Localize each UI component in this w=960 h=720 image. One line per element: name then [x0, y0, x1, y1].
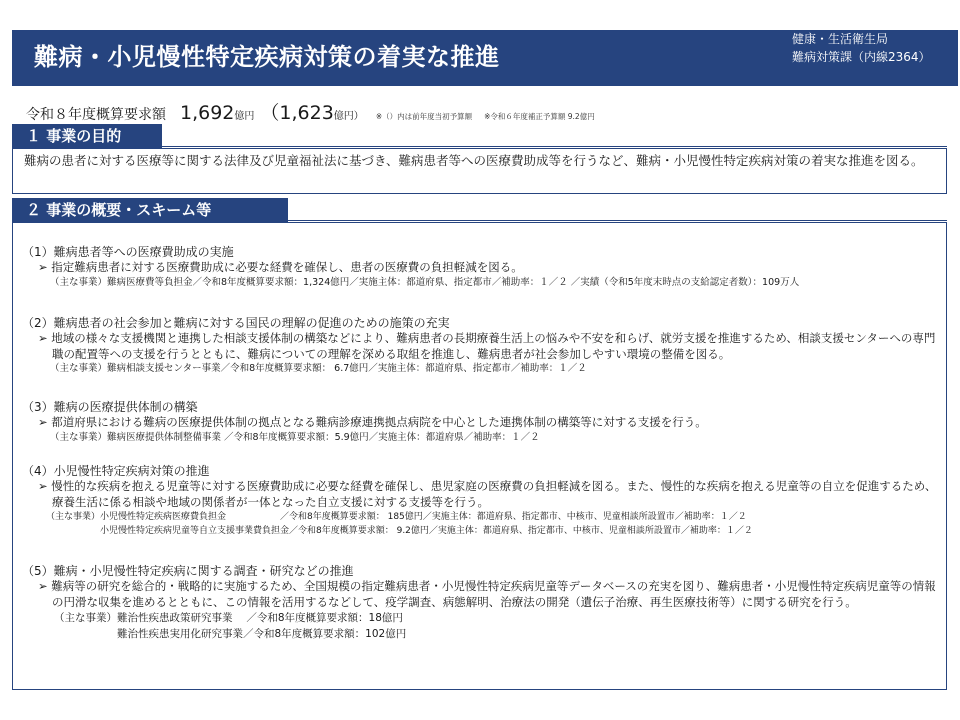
scheme-item-bullet: ➢ 指定難病患者に対する医療費助成に必要な経費を確保し、患者の医療費の負担軽減を図る。: [38, 260, 523, 274]
budget-note-prev: ※（）内は前年度当初予算額: [375, 112, 473, 121]
page-title: 難病・小児慢性特定疾病対策の着実な推進: [34, 43, 500, 71]
department-info: [792, 30, 931, 66]
scheme-item-title: （2）難病患者の社会参加と難病に対する国民の理解の促進のための施策の充実: [22, 316, 450, 330]
budget-prev-unit: 億円）: [333, 111, 364, 122]
section1-divider: [162, 146, 947, 147]
section2-divider: [288, 220, 947, 221]
section1-text: 難病の患者に対する医療等に関する法律及び児童福祉法に基づき、難病患者等への医療費助成等を行うなど、難病・小児慢性特定疾病対策の着実な推進を図る。: [24, 153, 924, 168]
scheme-item-title: （3）難病の医療提供体制の構築: [22, 400, 198, 414]
scheme-item-3: [22, 399, 942, 445]
budget-amount: 1,692: [180, 102, 235, 124]
scheme-item-bullet: ➢ 難病等の研究を総合的・戦略的に実施するため、全国規模の指定難病患者・小児慢性特定疾病児童等データベースの充実を図り、難病患者・小児慢性特定疾病児童等の情報の円滑な収集を進めるとともに、この情報を活用するなどして、疫学調査、病態解明、治療法の開発（遺伝子治療、再生医療技術等）に関する研究を行う。: [38, 579, 936, 609]
department-bureau: 健康・生活衛生局: [792, 32, 889, 46]
scheme-item-main-project: （主な事業）難病相談支援センター事業／令和8年度概算要求額： 6.7億円／実施主体：都道府県、指定都市／補助率：１／２: [50, 363, 587, 374]
budget-note-supplementary: ※令和６年度補正予算額 9.2億円: [484, 112, 595, 121]
scheme-item-4: [22, 463, 942, 538]
scheme-item-1: [22, 244, 942, 290]
department-division: 難病対策課（内線2364）: [792, 50, 931, 64]
scheme-item-main-project: 難治性疾患実用化研究事業／令和8年度概算要求額：102億円: [54, 628, 407, 640]
scheme-item-main-project: 小児慢性特定疾病児童等自立支援事業費負担金／令和8年度概算要求額： 9.2億円／実施主体：都道府県、指定都市、中核市、児童相談所設置市／補助率：１／２: [46, 526, 753, 536]
scheme-item-main-project: （主な事業）小児慢性特定疾病医療費負担金 ／令和8年度概算要求額： 185億円／実施主体：都道府県、指定都市、中核市、児童相談所設置市／補助率：１／２: [46, 512, 747, 522]
scheme-item-title: （5）難病・小児慢性特定疾病に関する調査・研究などの推進: [22, 564, 354, 578]
scheme-item-bullet: ➢ 都道府県における難病の医療提供体制の拠点となる難病診療連携拠点病院を中心とした連携体制の構築等に対する支援を行う。: [38, 415, 707, 429]
scheme-item-main-project: （主な事業）難治性疾患政策研究事業 ／令和8年度概算要求額：18億円: [54, 612, 403, 624]
scheme-item-5: [22, 563, 942, 642]
scheme-item-main-project: （主な事業）難病医療提供体制整備事業 ／令和8年度概算要求額：5.9億円／実施主体：都道府県／補助率：１／２: [50, 431, 540, 443]
budget-label: 令和８年度概算要求額: [26, 107, 166, 123]
budget-line: [26, 98, 595, 125]
scheme-item-main-project: （主な事業）難病医療費等負担金／令和8年度概算要求額：1,324億円／実施主体：都道府県、指定都市／補助率：１／２ ／実績（令和5年度末時点の支給認定者数）：109万人: [50, 276, 800, 288]
budget-prev-amount: （1,623: [260, 102, 334, 124]
scheme-item-title: （4）小児慢性特定疾病対策の推進: [22, 464, 210, 478]
scheme-item-title: （1）難病患者等への医療費助成の実施: [22, 245, 234, 259]
scheme-item-2: [22, 315, 942, 376]
budget-unit: 億円: [234, 111, 255, 122]
scheme-item-bullet: ➢ 慢性的な疾病を抱える児童等に対する医療費助成に必要な経費を確保し、患児家庭の医療費の負担軽減を図る。また、慢性的な疾病を抱える児童等の自立を促進するため、療養生活に係る相談や地域の関係者が一体となった自立支援に対する支援等を行う。: [38, 479, 937, 509]
scheme-item-bullet: ➢ 地域の様々な支援機関と連携した相談支援体制の構築などにより、難病患者の長期療養生活上の悩みや不安を和らげ、就労支援を推進するため、相談支援センターへの専門職の配置等への支援を行うとともに、難病についての理解を深める取組を推進し、難病患者が社会参加しやすい環境の整備を図る。: [38, 331, 936, 361]
header-bar: [12, 30, 958, 86]
section1-heading: １ 事業の目的: [12, 124, 162, 148]
section2-heading: ２ 事業の概要・スキーム等: [12, 198, 288, 222]
